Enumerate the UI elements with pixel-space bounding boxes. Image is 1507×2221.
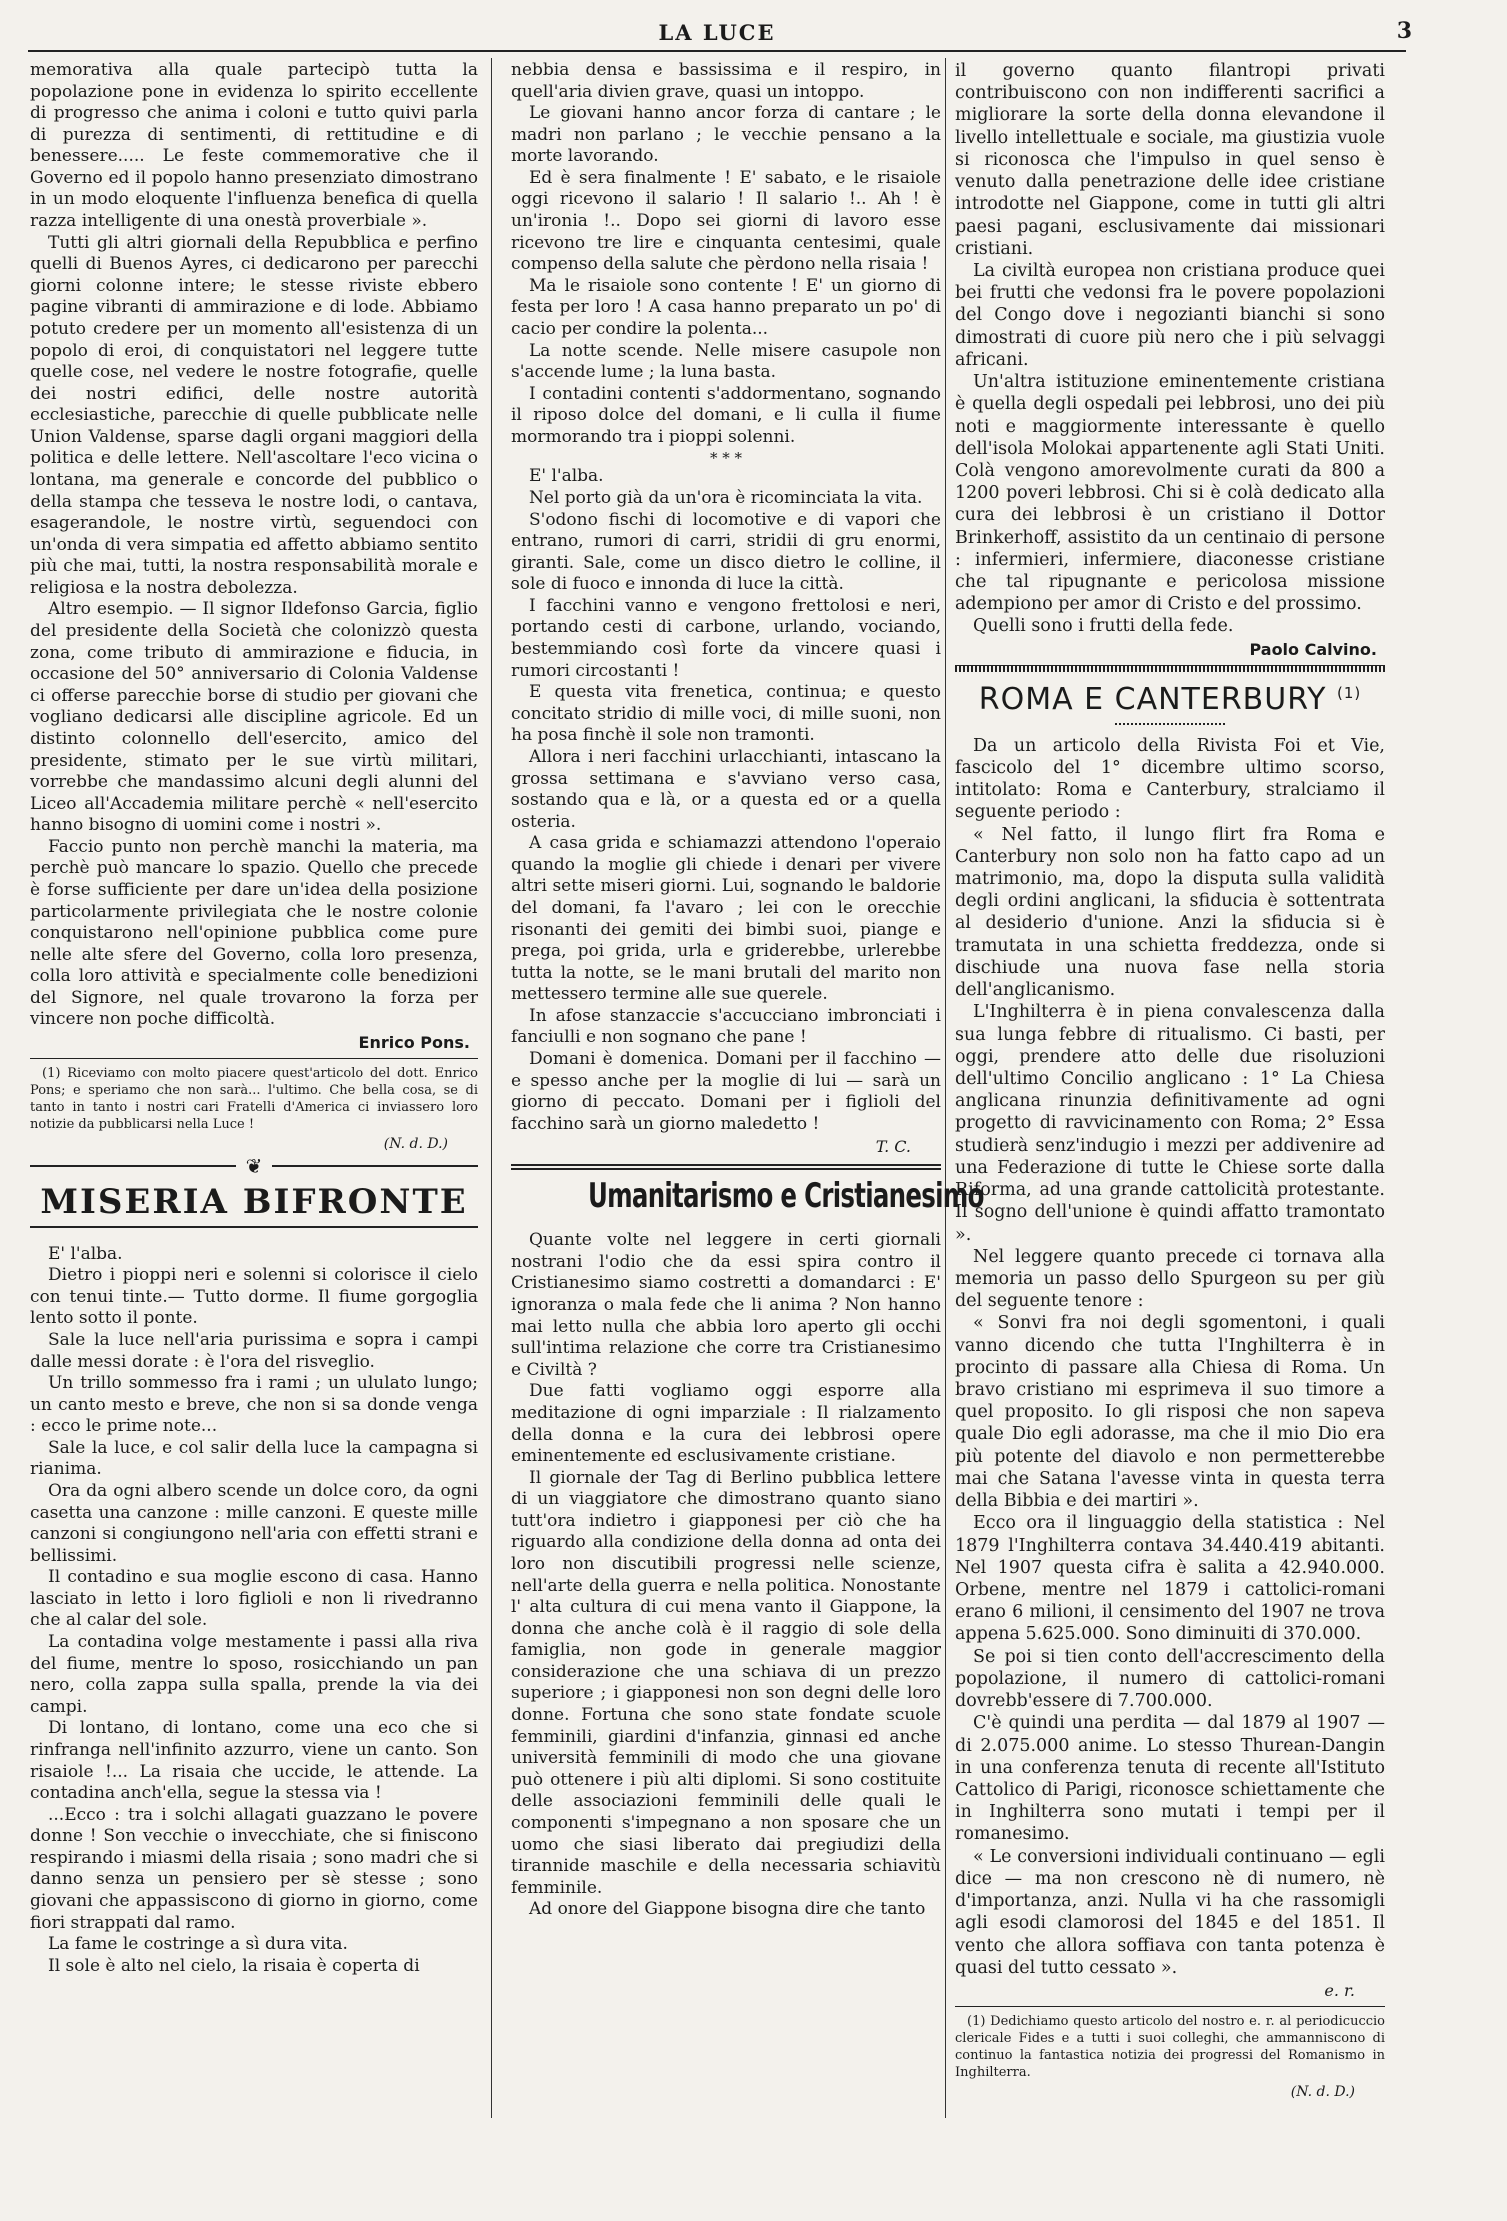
footnote-signature: (N. d. D.) (1290, 2083, 1355, 2100)
paragraph: C'è quindi una perdita — dal 1879 al 1907 — di 2.075.000 anime. Lo stesso Thurean-Dangin in una conferenza tenuta di recente all'Istituto Cattolico di Parigi, riconosce schiettamente che in Inghilterra sono mutati i tempi per il romanesimo. (955, 1713, 1385, 1845)
author-initials: e. r. (1324, 1980, 1355, 2000)
newspaper-title: LA LUCE (658, 20, 776, 45)
column-rule-2 (945, 58, 946, 2118)
paragraph: Il sole è alto nel cielo, la risaia è coperta di (48, 1955, 420, 1976)
column-2 (511, 60, 984, 1921)
divider (955, 2006, 1385, 2007)
column-1 (30, 60, 478, 1977)
footnote-text: (1) Dedichiamo questo articolo del nostro e. r. al periodicuccio clericale Fides e a tutti i suoi colleghi, che ammanniscono di continuo la fantastica notizia dei progressi del Romanismo in Inghilterra. (955, 2013, 1385, 2081)
paragraph: A casa grida e schiamazzi attendono l'operaio quando la moglie gli chiede i denari per vivere altri sette miseri giorni. Lui, sognando le baldorie del domani, fa l'avaro ; lei con le orecchie risonanti dei gemiti dei bimbi suoi, piange e prega, poi grida, urla e griderebbe, urlerebbe tutta la notte, se le mani brutali del marito non mettessero termine alle sue querele. (511, 833, 941, 1005)
paragraph: Faccio punto non perchè manchi la materia, ma perchè può mancare lo spazio. Quello che precede è forse sufficiente per dare un'idea della posizione particolarmente privilegiata che le nostre colonie conquistarono nell'opinione pubblica come pure nelle alte sfere del Governo, colla loro presenza, colla loro attività e specialmente colle benedizioni del Signore, nel quale trovarono la forza per vincere non poche difficoltà. (30, 836, 478, 1030)
paragraph: In afose stanzaccie s'accucciano imbronciati i fanciulli e non sognano che pane ! (511, 1005, 941, 1048)
paragraph: Di lontano, di lontano, come una eco che si rinfranga nell'infinito azzurro, viene un canto. Son risaiole !... La risaia che uccide, le attende. La contadina anch'ella, segue la stessa via ! (30, 1718, 478, 1804)
article-header-umanitarismo (511, 1164, 984, 1217)
paragraph: S'odono fischi di locomotive e di vapori che entrano, rumori di carri, stridii di gru enormi, giranti. Sale, come un disco dietro le colline, il sole di fuoco e innonda di luce la città. (511, 509, 941, 595)
paragraph: Ma le risaiole sono contente ! E' un giorno di festa per loro ! A casa hanno preparato un po' di cacio per condire la polenta... (511, 275, 941, 339)
paragraph: I contadini contenti s'addormentano, sognando il riposo dolce del domani, e li culla il fiume mormorando tra i pioppi solenni. (511, 383, 941, 447)
paragraph: Le giovani hanno ancor forza di cantare ; le madri non parlano ; le vecchie pensano a la morte lavorando. (511, 103, 941, 167)
paragraph: Sale la luce, e col salir della luce la campagna si rianima. (30, 1437, 478, 1480)
footnote (955, 2013, 1385, 2082)
author-initials: T. C. (875, 1137, 911, 1157)
ornamental-divider (30, 1153, 478, 1178)
page-number: 3 (1396, 18, 1412, 44)
paragraph: L'Inghilterra è in piena convalescenza dalla sua lunga febbre di ritualismo. Ci basti, per oggi, prendere atto delle due risoluzioni dell'ultimo Concilio anglicano : 1° La Chiesa anglicana rinunzia definitivamente ad ogni progetto di ravvicinamento con Roma; 2° Essa studierà senz'indugio i mezzi per addivenire ad una Federazione di tutte le Chiese sorte dalla Riforma, ad una grande cattolicità protestante. Il sogno dell'unione è quindi affatto tramontato ». (955, 1002, 1385, 1245)
paragraph: Quelli sono i frutti della fede. (973, 616, 1234, 637)
paragraph: Il giornale der Tag di Berlino pubblica lettere di un viaggiatore che dimostrano quanto siano tutt'ora indietro i giapponesi per ciò che ha riguardo alla condizione della donna ad onta dei loro non discutibili progressi nelle scienze, nell'arte della guerra e nella politica. Nonostante l' alta cultura di cui mena vanto il Giappone, la donna che anche colà è il raggio di sole della famiglia, non gode in generale maggior considerazione che una schiava di un prezzo superiore ; i giapponesi non son degni delle loro donne. Fortuna che sono state fondate scuole femminili, giardini d'infanzia, ginnasi ed anche università femminili di modo che una giovane può ottenere i più alti diplomi. Si sono costituite delle associazioni femminili delle quali le componenti s'impegnano a non sposare che un uomo che siasi liberato dai pregiudizi della tirannide maschile e della necessaria schiavitù femminile. (511, 1467, 941, 1898)
paragraph: Da un articolo della Rivista Foi et Vie, fascicolo del 1° dicembre ultimo scorso, intitolato: Roma e Canterbury, stralciamo il seguente periodo : (955, 735, 1385, 823)
paragraph: Un trillo sommesso fra i rami ; un ululato lungo; un canto mesto e breve, che non si sa donde venga : ecco le prime note... (30, 1373, 478, 1437)
paragraph: La fame le costringe a sì dura vita. (48, 1934, 348, 1955)
paragraph: Sale la luce nell'aria purissima e sopra i campi dalle messi dorate : è l'ora del risveglio. (30, 1329, 478, 1372)
paragraph: « Sonvi fra noi degli sgomentoni, i quali vanno dicendo che tutta l'Inghilterra è in procinto di passare alla Chiesa di Roma. Un bravo cristiano mi esprimeva il suo timore a quel proposito. Io gli risposi che non sapeva quale Dio egli adorasse, ma che il mio Dio era più potente del diavolo e non permetterebbe mai che Satana l'avesse vinta in questa terra della Bibbia e dei martiri ». (955, 1313, 1385, 1512)
paragraph: Dietro i pioppi neri e solenni si colorisce il cielo con tenui tinte.— Tutto dorme. Il fiume gorgoglia lento sotto il ponte. (30, 1265, 478, 1329)
paragraph: Ad onore del Giappone bisogna dire che tanto (529, 1899, 926, 1920)
paragraph: Ora da ogni albero scende un dolce coro, da ogni casetta una canzone : mille canzoni. E queste mille canzoni si congiungono nell'aria con effetti strani e bellissimi. (30, 1481, 478, 1566)
paragraph: Il contadino e sua moglie escono di casa. Hanno lasciato in letto i loro figlioli e non li rivedranno che al calar del sole. (30, 1567, 478, 1631)
paragraph: Domani è domenica. Domani per il facchino — e spesso anche per la moglie di lui — sarà un giorno di peccato. Domani per i figlioli del facchino sarà un giorno maledetto ! (511, 1049, 941, 1134)
paragraph: ...Ecco : tra i solchi allagati guazzano le povere donne ! Son vecchie o invecchiate, che si finiscono respirando i miasmi della risaia ; sono madri che si danno senza un pensiero per sè stesse ; sono giovani che appassiscono di giorno in giorno, come fiori strappati dal ramo. (30, 1804, 478, 1933)
paragraph: E' l'alba. (48, 1243, 123, 1264)
paragraph: Due fatti vogliamo oggi esporre alla meditazione di ogni imparziale : Il rialzamento della donna e la cura dei lebbrosi opere eminentemente ed esclusivamente cristiane. (511, 1381, 941, 1467)
footnote-text: (1) Riceviamo con molto piacere quest'articolo del dott. Enrico Pons; e speriamo che non sarà... l'ultimo. Che bella cosa, se di tanto in tanto i nostri cari Fratelli d'America ci inviassero loro notizie da pubblicarsi nella Luce ! (30, 1066, 478, 1133)
footnote (30, 1065, 478, 1134)
paragraph: La contadina volge mestamente i passi alla riva del fiume, mentre lo sposo, rosicchiando un pan nero, colla zappa sulla spalla, prende la via dei campi. (30, 1632, 478, 1717)
paragraph: La civiltà europea non cristiana produce quei bei frutti che vedonsi fra le povere popolazioni del Congo dove i negozianti bianchi si sono dimostrati di cuore più nero che i più selvaggi africani. (955, 260, 1385, 370)
paragraph: Allora i neri facchini urlacchianti, intascano la grossa settimana e s'avviano verso casa, sostando qua e là, or a questa ed or a quella osteria. (511, 746, 941, 832)
paragraph: Altro esempio. — Il signor Ildefonso Garcia, figlio del presidente della Società che colonizzò questa zona, come tributo di ammirazione e fiducia, in occasione del 50° anniversario di Colonia Valdense ci offerse parecchie borse di studio per giovani che vogliano dedicarsi alle discipline agricole. Ed un distinto colonnello dell'esercito, amico del presidente, stimato per le sue virtù militari, vorrebbe che mandassimo alcuni degli alunni del Liceo all'Accademia militare perchè « nell'esercito hanno bisogno di uomini come i nostri ». (30, 599, 478, 836)
section-stars: * * * (709, 449, 743, 468)
paragraph: Se poi si tien conto dell'accrescimento della popolazione, il numero di cattolici-romani dovrebb'essere di 7.700.000. (955, 1646, 1385, 1712)
paragraph: Ed è sera finalmente ! E' sabato, e le risaiole oggi ricevono il salario ! Il salario !.. Ah ! è un'ironia !.. Dopo sei giorni di lavoro esse ricevono tre lire e cinquanta centesimi, quale compenso della salute che pèrdono nella risaia ! (511, 167, 941, 275)
paragraph: « Le conversioni individuali continuano — egli dice — ma non crescono nè di numero, nè d'importanza, anzi. Nulla vi ha che rassomigli agli esodi clamorosi del 1845 e del 1851. Il vento che allora soffiava con tanta potenza è quasi del tutto cessato ». (955, 1846, 1385, 1978)
article-title-umanitarismo: Umanitarismo e Cristianesimo (587, 1176, 984, 1217)
paragraph: La notte scende. Nelle misere casupole non s'accende lume ; la luna basta. (511, 340, 941, 383)
footnote-signature: (N. d. D.) (383, 1135, 448, 1152)
author-signature: Paolo Calvino. (1249, 639, 1377, 659)
paragraph: Ecco ora il linguaggio della statistica : Nel 1879 l'Inghilterra contava 34.440.419 abitanti. Nel 1907 questa cifra è salita a 42.940.000. Orbene, mentre nel 1879 i cattolici-romani erano 6 milioni, il censimento del 1907 ne trova appena 5.625.000. Sono diminuiti di 370.000. (955, 1513, 1385, 1645)
paragraph: E' l'alba. (529, 466, 604, 487)
column-rule-1 (491, 58, 492, 2118)
column-3 (955, 60, 1385, 2100)
paragraph: Nel porto già da un'ora è ricominciata la vita. (529, 487, 923, 508)
page-header (28, 16, 1412, 52)
paragraph: nebbia densa e bassissima e il respiro, in quell'aria divien grave, quasi un intoppo. (511, 60, 941, 102)
article-title-miseria: MISERIA BIFRONTE (30, 1182, 478, 1228)
paragraph: I facchini vanno e vengono frettolosi e neri, portando cesti di carbone, urlando, vociando, bestemmiando così forte da vincere quasi i rumori circostanti ! (511, 595, 941, 681)
divider (30, 1058, 478, 1059)
paragraph: il governo quanto filantropi privati contribuiscono con non indifferenti sacrifici a migliorare la sorte della donna elevandone il livello intellettuale e sociale, ma giustizia vuole si riconosca che l'impulso in quel senso è venuto dalla penetrazione delle idee cristiane introdotte nel Giappone, come in tutti gli altri paesi pagani, esclusivamente dai missionari cristiani. (955, 61, 1385, 259)
article-title-roma: ROMA E CANTERBURY $^{(1)}$ (978, 681, 1362, 717)
author-signature: Enrico Pons. (358, 1033, 470, 1053)
paragraph: Quante volte nel leggere in certi giornali nostrani l'odio che da essi spira contro il Cristianesimo siamo costretti a domandarci : E' ignoranza o mala fede che li anima ? Non hanno mai letto nulla che abbia loro aperto gli occhi sull'intima relazione che corre tra Cristianesimo e Civiltà ? (511, 1230, 941, 1380)
paragraph: E questa vita frenetica, continua; e questo concitato stridio di mille voci, di mille suoni, non ha posa finchè il sole non tramonti. (511, 682, 941, 746)
paragraph: Un'altra istituzione eminentemente cristiana è quella degli ospedali pei lebbrosi, uno dei più noti e maggiormente interessante è quello dell'isola Molokai appartenente agli Stati Uniti. Colà vengono amorevolmente curati da 800 a 1200 poveri lebbrosi. Chi si è colà dedicato alla cura dei lebbrosi è un cristiano il Dottor Brinkerhoff, assistito da un centinaio di persone : infermieri, infermiere, diaconesse cristiane che tal ripugnante e pericolosa missione adempiono per amor di Cristo e del prossimo. (955, 372, 1385, 615)
footnote-marker: (1) (1337, 683, 1362, 702)
paragraph: « Nel fatto, il lungo flirt fra Roma e Canterbury non solo non ha fatto capo ad un matrimonio, ma, dopo la disputa sulla validità degli ordini anglicani, la sfiducia è sottentrata al desiderio d'unione. Anzi la sfiducia si è tramutata in una schietta freddezza, onde si dischiude una nuova fase nella storia dell'anglicanismo. (955, 824, 1385, 1001)
fleuron-icon: ❦ (245, 1153, 263, 1178)
paragraph: memorativa alla quale partecipò tutta la popolazione pone in evidenza lo spirito eccellente di progresso che anima i coloni e tutto quivi parla di purezza di sentimenti, di rettitudine e di benessere..... Le feste commemorative che il Governo ed il popolo hanno presenziato dimostrano in un modo eloquente l'influenza benefica di quella razza intelligente di una onestà proverbiale ». (30, 60, 478, 232)
title-underline (1115, 717, 1225, 725)
paragraph: Nel leggere quanto precede ci tornava alla memoria un passo dello Spurgeon su per giù del seguente tenore : (955, 1246, 1385, 1312)
divider (955, 665, 1385, 672)
paragraph: Tutti gli altri giornali della Repubblica e perfino quelli di Buenos Ayres, ci dedicarono per parecchi giorni colonne intere; le stesse riviste ebbero pagine vibranti di ammirazione e di lode. Abbiamo potuto credere per un momento all'esistenza di un popolo di eroi, di conquistatori nel leggere tutte quelle cose, nel vedere le nostre fotografie, quelle dei nostri edifici, delle nostre autorità ecclesiastiche, parecchie di quelle pubblicate nelle Union Valdense, sparse dagli organi maggiori della politica e delle lettere. Nell'ascoltare l'eco vicina o lontana, ma generale e concorde del pubblico o della stampa che tesseva le nostre lodi, o cantava, esagerandole, le nostre virtù, seguendoci con un'onda di vera simpatia ed affetto abbiamo sentito più che mai, tutti, la nostra responsabilità morale e religiosa e la nostra debolezza. (30, 232, 478, 598)
